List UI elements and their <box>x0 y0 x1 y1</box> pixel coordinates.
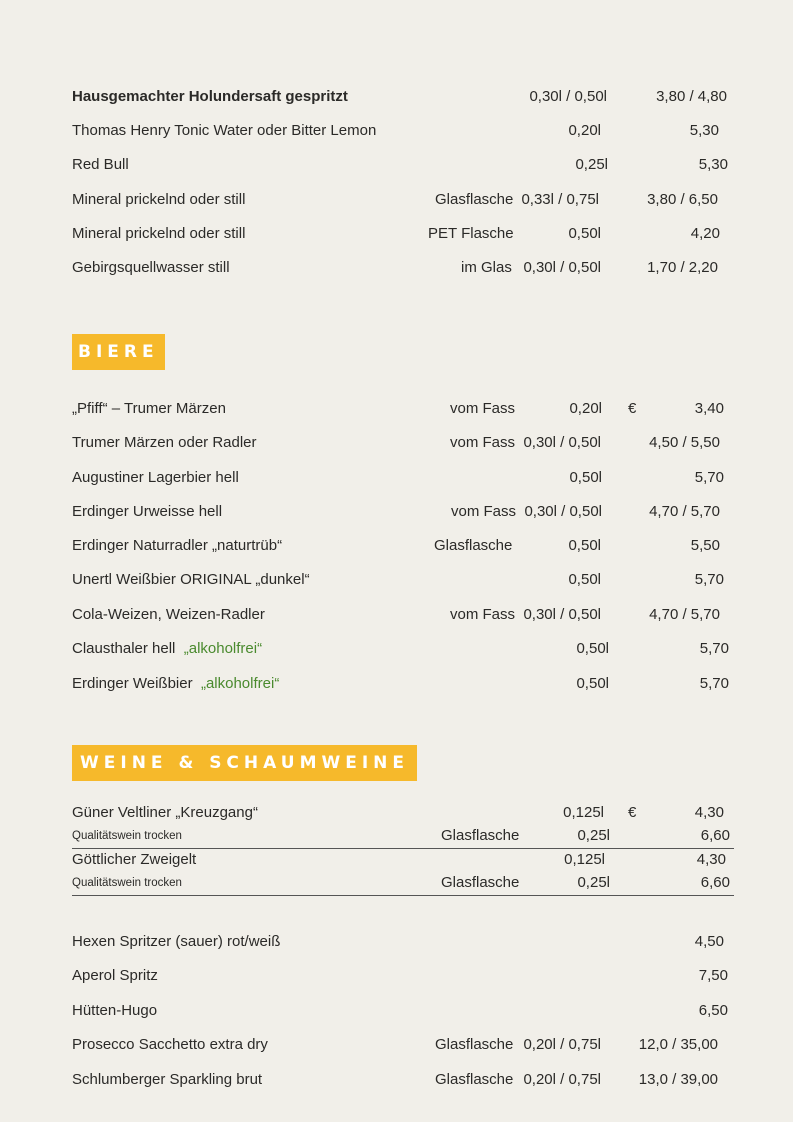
item-name: Güner Veltliner „Kreuzgang“ <box>72 804 258 821</box>
item-price: 7,50 <box>698 967 728 984</box>
alcohol-free-note: „alkoholfrei“ <box>200 675 280 692</box>
item-volume: 0,20l <box>568 122 601 139</box>
item-volume: 0,125l <box>564 851 605 868</box>
wine-item <box>72 802 734 824</box>
item-price: 6,60 <box>700 874 730 891</box>
item-volume: 0,25l <box>577 827 610 844</box>
menu-item <box>72 189 732 211</box>
item-name: Mineral prickelnd oder still <box>72 191 246 208</box>
item-price: 5,70 <box>694 571 724 588</box>
menu-item <box>72 154 732 176</box>
item-price: 5,70 <box>699 675 729 692</box>
item-price: 12,0 / 35,00 <box>638 1036 718 1053</box>
item-name: Augustiner Lagerbier hell <box>72 469 239 486</box>
item-volume: 0,125l <box>563 804 604 821</box>
item-price: 5,70 <box>694 469 724 486</box>
item-container: Glasflasche <box>441 827 520 844</box>
wine-item <box>72 849 734 871</box>
beer-item <box>72 398 732 420</box>
currency-symbol: € <box>628 804 637 821</box>
item-container: vom Fass <box>450 434 516 451</box>
item-price: 5,50 <box>690 537 720 554</box>
beer-item <box>72 673 732 695</box>
item-name: Trumer Märzen oder Radler <box>72 434 257 451</box>
item-volume: 0,50l <box>568 537 601 554</box>
item-container: Glasflasche <box>435 1036 514 1053</box>
item-name: Schlumberger Sparkling brut <box>72 1071 263 1088</box>
item-price: 5,30 <box>698 156 728 173</box>
item-container: Glasflasche <box>435 191 514 208</box>
item-volume: 0,50l <box>576 675 609 692</box>
item-price: 1,70 / 2,20 <box>647 259 718 276</box>
item-container: vom Fass <box>450 606 516 623</box>
section-heading-biere: BIERE <box>72 334 165 370</box>
item-volume: 0,30l / 0,50l <box>523 434 601 451</box>
item-volume: 0,25l <box>575 156 608 173</box>
item-price: 6,60 <box>700 827 730 844</box>
item-volume: 0,30l / 0,50l <box>523 259 601 276</box>
item-name <box>72 673 279 695</box>
drink-item <box>72 1034 732 1056</box>
item-name: Unertl Weißbier ORIGINAL „dunkel“ <box>72 571 310 588</box>
item-price: 3,80 / 4,80 <box>656 88 727 105</box>
item-volume: 0,33l / 0,75l <box>521 191 599 208</box>
item-name: Erdinger Urweisse hell <box>72 503 223 520</box>
item-container: vom Fass <box>450 400 516 417</box>
beer-item <box>72 569 732 591</box>
item-price: 4,70 / 5,70 <box>649 503 720 520</box>
divider <box>72 895 734 896</box>
beer-item <box>72 501 732 523</box>
item-volume: 0,50l <box>568 225 601 242</box>
item-name: Thomas Henry Tonic Water oder Bitter Lemon <box>72 122 377 139</box>
item-name <box>72 638 262 660</box>
item-volume: 0,30l / 0,50l <box>524 503 602 520</box>
wine-quality: Qualitätswein trocken <box>72 877 182 889</box>
item-volume: 0,25l <box>577 874 610 891</box>
item-name: Göttlicher Zweigelt <box>72 851 197 868</box>
item-name: Prosecco Sacchetto extra dry <box>72 1036 268 1053</box>
item-price: 5,70 <box>699 640 729 657</box>
item-price: 4,30 <box>694 804 724 821</box>
item-price: 4,70 / 5,70 <box>649 606 720 623</box>
menu-item <box>72 223 732 245</box>
item-price: 6,50 <box>698 1002 728 1019</box>
item-container: Glasflasche <box>434 537 513 554</box>
menu-item <box>72 120 732 142</box>
item-name: Red Bull <box>72 156 129 173</box>
item-name: Mineral prickelnd oder still <box>72 225 246 242</box>
item-name: Cola-Weizen, Weizen-Radler <box>72 606 265 623</box>
item-name: Aperol Spritz <box>72 967 158 984</box>
beer-item <box>72 432 732 454</box>
beer-item <box>72 604 732 626</box>
drink-item <box>72 1069 732 1091</box>
item-volume: 0,30l / 0,50l <box>529 88 607 105</box>
section-heading-weine: WEINE & SCHAUMWEINE <box>72 745 417 781</box>
item-price: 4,50 <box>694 933 724 950</box>
item-price: 5,30 <box>689 122 719 139</box>
beer-item <box>72 467 732 489</box>
item-price: 3,80 / 6,50 <box>647 191 718 208</box>
currency-symbol: € <box>628 400 637 417</box>
beer-item <box>72 535 732 557</box>
menu-item <box>72 257 732 279</box>
item-name-text: Erdinger Weißbier <box>72 675 193 692</box>
wine-quality: Qualitätswein trocken <box>72 830 182 842</box>
item-volume: 0,20l <box>569 400 602 417</box>
item-name-text: Clausthaler hell <box>72 640 176 657</box>
item-volume: 0,20l / 0,75l <box>523 1036 601 1053</box>
drink-item <box>72 1000 732 1022</box>
item-volume: 0,20l / 0,75l <box>523 1071 601 1088</box>
item-name: „Pfiff“ – Trumer Märzen <box>72 400 226 417</box>
item-price: 3,40 <box>694 400 724 417</box>
item-container: PET Flasche <box>428 225 514 242</box>
wine-subrow <box>72 826 734 846</box>
item-volume: 0,50l <box>568 571 601 588</box>
alcohol-free-note: „alkoholfrei“ <box>183 640 263 657</box>
drink-item <box>72 931 732 953</box>
item-container: Glasflasche <box>435 1071 514 1088</box>
item-volume: 0,30l / 0,50l <box>523 606 601 623</box>
item-name: Hütten-Hugo <box>72 1002 158 1019</box>
item-container: Glasflasche <box>441 874 520 891</box>
item-volume: 0,50l <box>569 469 602 486</box>
item-name: Erdinger Naturradler „naturtrüb“ <box>72 537 283 554</box>
item-name: Gebirgsquellwasser still <box>72 259 230 276</box>
item-container: im Glas <box>461 259 512 276</box>
item-name: Hexen Spritzer (sauer) rot/weiß <box>72 933 281 950</box>
item-price: 4,20 <box>690 225 720 242</box>
item-container: vom Fass <box>451 503 517 520</box>
wine-subrow <box>72 873 734 893</box>
drink-item <box>72 965 732 987</box>
menu-item <box>72 86 732 108</box>
beer-item <box>72 638 732 660</box>
item-price: 13,0 / 39,00 <box>638 1071 718 1088</box>
item-volume: 0,50l <box>576 640 609 657</box>
item-price: 4,30 <box>696 851 726 868</box>
item-name: Hausgemachter Holundersaft gespritzt <box>72 88 348 105</box>
item-price: 4,50 / 5,50 <box>649 434 720 451</box>
